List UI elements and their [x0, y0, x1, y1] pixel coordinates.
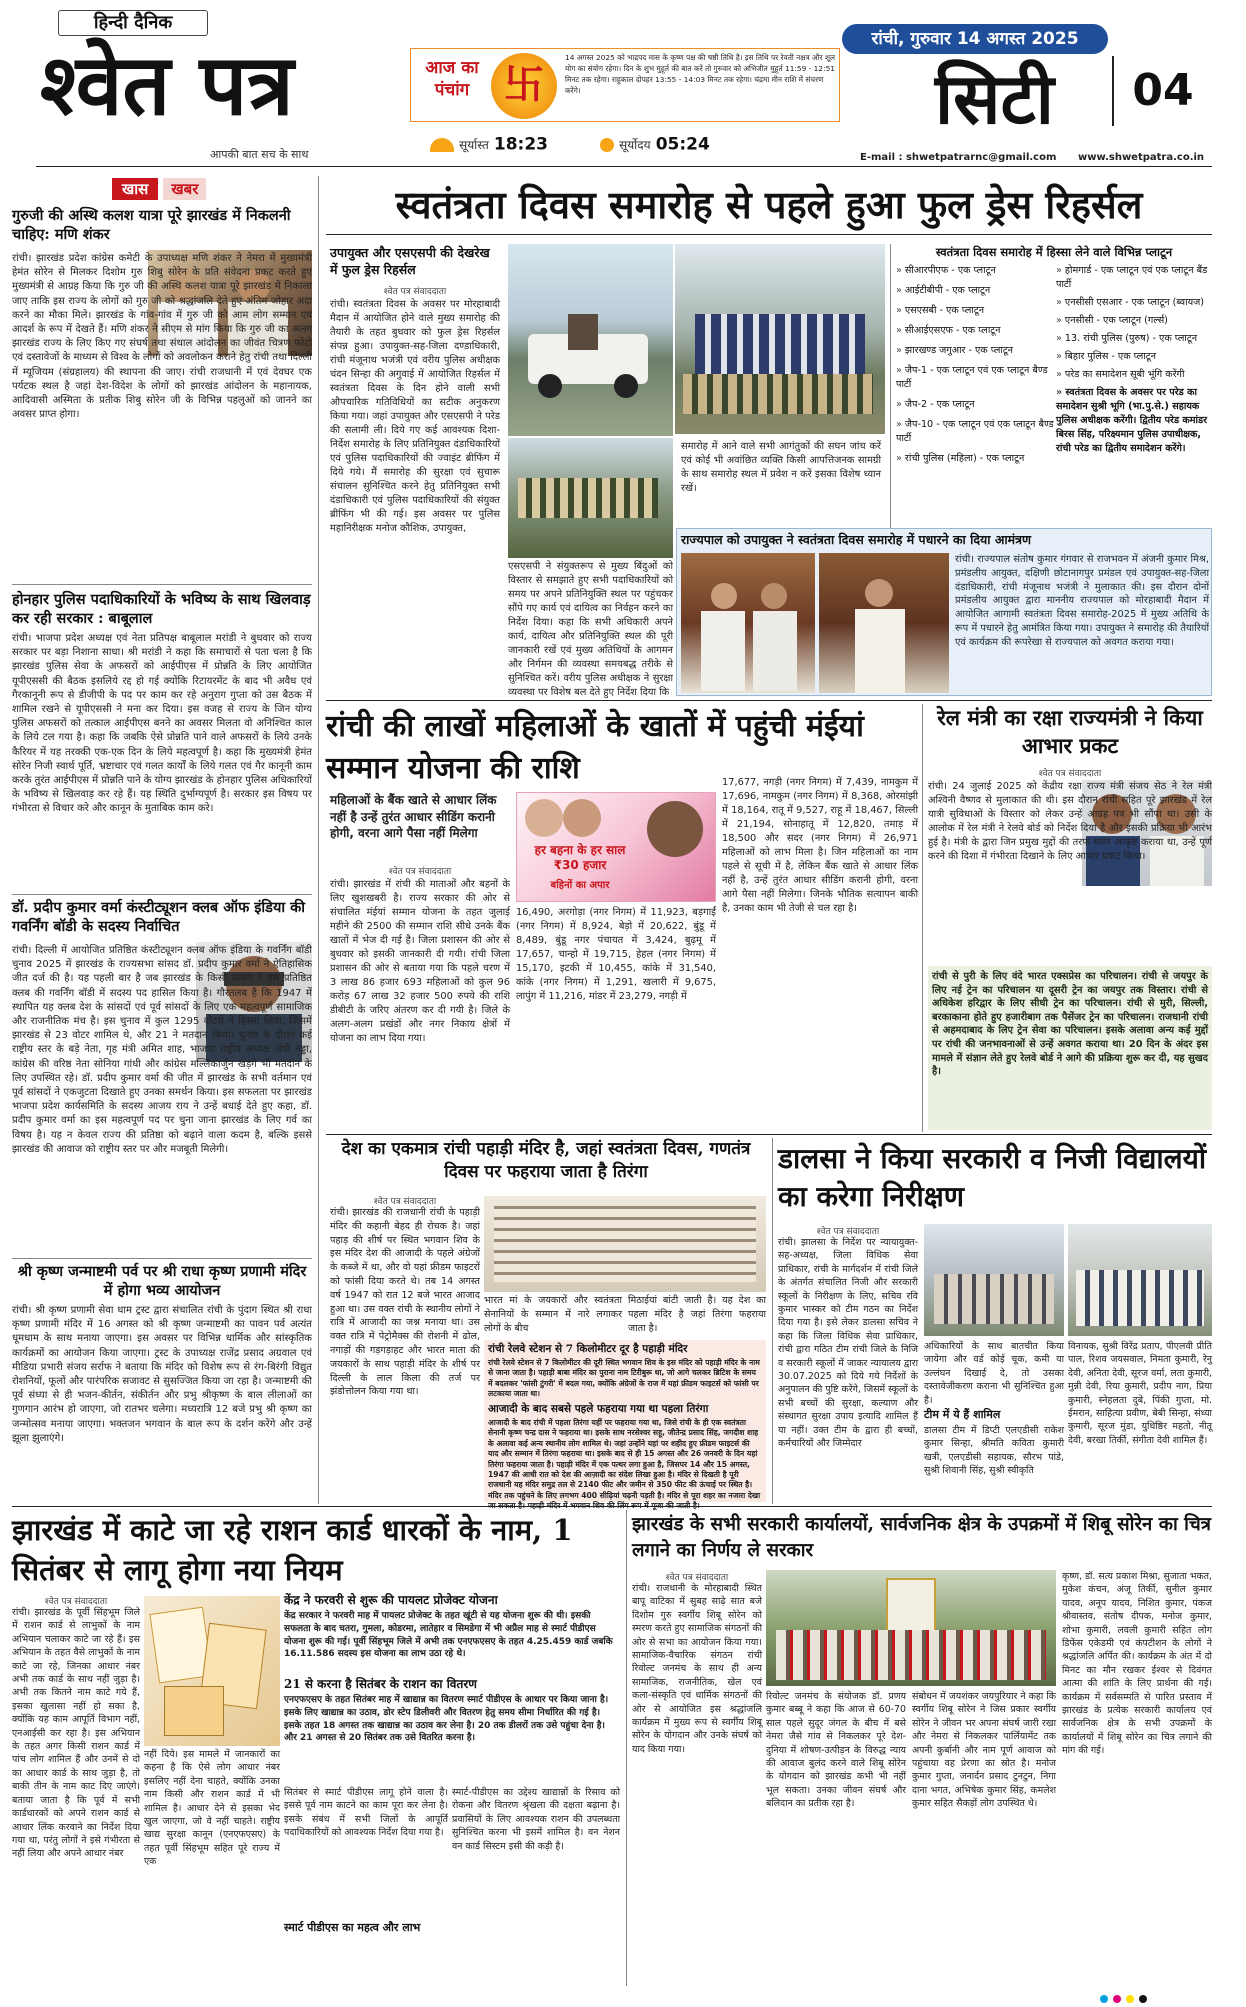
platoon-list-a: [896, 264, 1054, 466]
maiya-body-col2: 16,490, अरगोड़ा (नगर निगम) में 11,923, बड़गाईं (नगर निगम) में 8,924, बेड़ो में 20,622, बुंडू में 8,489, बुंडू नगर पंचायत में 3,424, बुढ़मू में 17,657, चान्हो में 19,715, हेहल (नगर निगम) में 15,170, इटकी में 10,455, कांके में 31,540, कांके (नगर निगम) में 1,291, खलारी में 9,675, लापुंग में 11,216, मांडर में 23,279, नगड़ी में: [516, 907, 716, 1002]
ration-info-box: [284, 1592, 620, 1782]
khabar-label: खबर: [163, 178, 206, 200]
lead-bottom-rule: [326, 700, 1212, 701]
ration-box1-title: केंद्र ने फरवरी से शुरू की पायलट प्रोजेक्ट योजना: [284, 1593, 498, 1607]
lead-body-col2: एसएसपी ने संयुक्तरूप से मुख्य बिंदुओं को विस्तार से समझाते हुए सभी पदाधिकारियों को समय पर अपने प्रतिनियुक्ति स्थल पर पहुंचकर सौंपे गए कार्य एवं दायित्व का निर्वहन करने का निर्देश दिया। कहा कि सभी अधिकारी अपने कार्य, दायित्व और प्रतिनियुक्ति स्थल की पूरी जानकारी रखें एवं मुख्य अतिथियों के आगमन और निर्गमन की व्यवस्था समयबद्ध तरीके से सुनिश्चित करें। वरीय पुलिस अधीक्षक ने सुरक्षा व्यवस्था पर विशेष बल देते हुए निर्देश दिया कि: [508, 561, 673, 698]
lead-body-col3: समारोह में आने वाले सभी आगंतुकों की सघन जांच करें एवं कोई भी अवांछित व्यक्ति किसी आपत्तिजनक सामग्री के साथ समारोह स्थल में प्रवेश न करें इसका विशेष ध्यान रखें।: [681, 441, 881, 494]
governor-photo-1: [681, 553, 815, 693]
temple-divider: [772, 1138, 773, 1504]
temple-photo: [484, 1196, 766, 1292]
shibu-byline: श्वेत पत्र संवाददाता: [665, 1573, 729, 1583]
page-number-box: [1112, 56, 1212, 126]
left-rule-2: [12, 894, 312, 895]
maiya-poster-text: हर बहना के हर साल ₹30 हजार: [534, 843, 626, 872]
temple-byline: श्वेत पत्र संवाददाता: [373, 1197, 437, 1207]
dalsa-body-col2: अधिकारियों के साथ बातचीत किया जायेगा और वर्ड कोई चूक, कमी या उल्लंघन दिखाई दे, तो उसका दस्तावेजीकरण कराना भी सुनिश्चित हुआ है।: [924, 1341, 1064, 1406]
platoon-item: » एनसीसी - एक प्लाटून (गर्ल्स): [1056, 314, 1212, 328]
section-name: सिटी: [935, 57, 1054, 140]
left-story1-body: रांची। झारखंड प्रदेश कांग्रेस कमेटी के उपाध्यक्ष मणि शंकर ने नेमरा में मुख्यमंत्री हेमंत सोरेन से मिलकर दिशोम गुरु शिबु सोरेन के प्रति संवेदना प्रकट करते हुए मुख्यमंत्री से आग्रह किया कि गुरु जी की अस्थि कलश यात्रा पूरे झारखंड में निकाला जाए ताकि इस राज्य के लोगों को गुरु जी को श्रद्धांजलि देते हुए अंतिम जोहार अदा करने का मौका मिले। झारखंड के गांव-गांव में गुरु जी को आम लोग सम्मान एवं आदर्श के रूप में देखते हैं। मणि शंकर ने सीएम से मांग किया कि गुरु जी का अलग झारखंड राज्य के लिए किए गए संघर्ष तथा संथाल आंदोलन का जीवंत चित्रण फोटो एवं दस्तावेजों के माध्यम से विश्व के लोगों को अवलोकन कराने हेतु रांची तथा दिल्ली में म्यूजियम (संग्रहालय) की स्थापना की जाए। रांची राजधानी में एवं देवघर एक पर्यटक स्थल है जहां देश-विदेश के लोगों को झारखंड आंदोलन के महानायक, आदिवासी अस्मिता के प्रतीक शिबु सोरेन जी के विभिन्न पहलुओं को जानने का अवसर प्राप्त होगा।: [12, 253, 312, 421]
ration-box2-title: 21 से करना है सितंबर के राशन का वितरण: [284, 1677, 477, 1691]
lead-subtitle: उपायुक्त और एसएसपी की देखरेख में फुल ड्रेस रिहर्सल: [330, 245, 490, 277]
platoon-item: » बिहार पुलिस - एक प्लाटून: [1056, 350, 1212, 364]
lead-title: स्वतंत्रता दिवस समारोह से पहले हुआ फुल ड्रेस रिहर्सल: [395, 182, 1143, 227]
panchang-title: आज का पंचांग: [425, 58, 479, 100]
lead-rule: [326, 234, 1212, 235]
ration-divider: [626, 1510, 627, 1986]
ration-body-col1: रांची। झारखंड के पूर्वी सिंहभूम जिले में राशन कार्ड से लाभुकों के नाम अभियान चलाकर काटे जा रहे हैं। इस अभियान के तहत वैसे लाभुकों के नाम काटे जा रहे, जिनका आधार नंबर अभी तक कार्ड के साथ नहीं जुड़ा है। अभी तक कितने नाम काटे गये हैं, इसका खुलासा नहीं हो सका है, क्योंकि यह काम आपूर्ति विभाग नहीं, एनआईसी कर रहा है। इस अभियान के तहत अगर किसी राशन कार्ड में पांच लोग शामिल हैं और उनमें से दो का आधार कार्ड के साथ जुड़ा है, तो बाकी तीन के नाम काट दिए जाएंगे। बताया जाता है कि पूर्व में सभी कार्डधारकों को अपने राशन कार्ड से आधार लिंक करवाने का निर्देश दिया गया था, परंतु लोगों ने इसे गंभीरता से नहीं लिया और अपने आधार नंबर: [12, 1607, 140, 1860]
sunset-label: सूर्यास्त: [459, 138, 489, 152]
dalsa-title: डालसा ने किया सरकारी व निजी विद्यालयों का करेगा निरीक्षण: [778, 1142, 1207, 1213]
dalsa-byline: श्वेत पत्र संवाददाता: [816, 1227, 880, 1237]
temple-body-col1: रांची। झारखंड की राजधानी रांची के पहाड़ी मंदिर की कहानी बेहद ही रोचक है। जहां पहाड़ की शीर्ष पर स्थित भगवान शिव के इस मंदिर देश की आजादी के पहले अंग्रेजों के कब्जे में था, और वो यहां फ्रीडम फाइटरों को फांसी दिया करते थे। तब 14 अगस्त वर्ष 1947 को रात 12 बजे भारत आजाद हुआ था। उस वक्त रांची के स्थानीय लोगों ने रात्रि में आजादी का जश्न मनाया था। उस वक्त रात्रि में पेट्रोमैक्स की रोशनी में ढोल, नगाड़ों की गड़गड़ाहट और भारत माता की जयकारों के साथ पहाड़ी मंदिर के शीर्ष पर दिल्ली के लाल किला की तर्ज पर झंडोत्तोलन किया गया था।: [330, 1207, 480, 1398]
governor-title: राज्यपाल को उपायुक्त ने स्वतंत्रता दिवस समारोह में पधारने का दिया आमंत्रण: [681, 532, 1032, 547]
platoon-item: » रांची पुलिस (महिला) - एक प्लाटून: [896, 452, 1054, 466]
platoon-list-title: स्वतंत्रता दिवस समारोह में हिस्सा लेने वाले विभिन्न प्लाटून: [935, 245, 1173, 259]
date-bar: रांची, गुरुवार 14 अगस्त 2025: [842, 24, 1108, 54]
dalsa-body-col1: रांची। झालसा के निर्देश पर न्यायायुक्त-सह-अध्यक्ष, जिला विधिक सेवा प्राधिकार, रांची के मार्गदर्शन में रांची जिले के अंतर्गत संचालित निजी और सरकारी स्कूलों के निरीक्षण के लिए, सचिव रवि कुमार भास्कर को टीम गठन का निर्देश दिया गया है। इसे लेकर डालसा सचिव ने कहा कि जिला विधिक सेवा प्राधिकार, रांची द्वारा गठित टीम रांची जिले के निजि व सरकारी स्कूलों में जाकर न्यायालय द्वारा 30.07.2025 को दिये गये निर्देशों के अनुपालन की पुष्टि करेंगे, जिसमें स्कूलों के सभी बच्चों की सुरक्षा, कल्याण और संस्थागत सुरक्षा उपाय इत्यादि शामिल हैं या नहीं। उक्त टीम के द्वारा ही बच्चों, कर्मचारियों और जिम्मेदार: [778, 1237, 918, 1450]
rail-body: रांची। 24 जुलाई 2025 को केंद्रीय रक्षा राज्य मंत्री संजय सेठ ने रेल मंत्री अश्विनी वैष्णव से मुलाकात की थी। इस दौरान रांची सहित पूरे झारखंड में रेल यात्री सुविधाओं के विस्तार को लेकर उन्हें आग्रह पत्र भी सौंपा था। उसी के आलोक में रेल मंत्री ने रेलवे बोर्ड को निर्देश दिया है और इसकी प्रक्रिया भी आरंभ हुई है। मंत्री के द्वारा जिन प्रमुख मुद्दों की तरफ ध्यान आकृष्ट कराया था, उन्हें पूर्ण करने की दिशा में गंभीरता दिखाने के लिए आभार प्रकट किया।: [928, 781, 1212, 862]
registration-dots: [1100, 1988, 1160, 1996]
temple-title: देश का एकमात्र रांची पहाड़ी मंदिर है, जहां स्वतंत्रता दिवस, गणतंत्र दिवस पर फहराया जाता है तिरंगा: [341, 1139, 751, 1182]
platoon-item: » झारखण्ड जगुआर - एक प्लाटून: [896, 344, 1054, 358]
maiya-divider: [922, 704, 923, 1132]
platoon-item: » जैप-2 - एक प्लाटून: [896, 398, 1054, 412]
dalsa-team-body: डालसा टीम में डिप्टी एलएडीसी राकेश कुमार सिन्हा, श्रीमति कविता कुमारी खत्री, एलएडीसी सहायक, सौरभ पांडे, सुश्री शिवानी सिंह, सुश्री स्वीकृति: [924, 1425, 1064, 1477]
sunset-time: 18:23: [493, 134, 549, 155]
mid-rule: [326, 1134, 1212, 1135]
ration-photo: [144, 1596, 280, 1746]
governor-body: रांची। राज्यपाल संतोष कुमार गंगवार से राजभवन में अंजनी कुमार मिश्र, प्रमंडलीय आयुक्त, दक्षिणी छोटानागपुर प्रमंडल एवं उपायुक्त-सह-जिला दंडाधिकारी, रांची मंजूनाथ भजंत्री ने मुलाकात की। इस दौरान दोनों प्रमंडलीय आयुक्त द्वारा माननीय राज्यपाल को मोरहाबादी मैदान में आयोजित आगामी स्वतंत्रता दिवस समारोह-2025 में मुख्य अतिथि के रूप में पधारने हेतु आमंत्रित किया गया। उपायुक्त ने समारोह की तैयारियों एवं कार्यक्रम की रूपरेखा से राज्यपाल को अवगत कराया गया।: [955, 554, 1209, 648]
maiya-byline: श्वेत पत्र संवाददाता: [388, 867, 452, 877]
email-text: E-mail : shwetpatrarnc@gmail.com: [860, 152, 1057, 163]
platoon-item: » एनसीसी एसआर - एक प्लाटून (ब्वायज): [1056, 296, 1212, 310]
ration-title: झारखंड में काटे जा रहे राशन कार्ड धारकों के नाम, 1 सितंबर से लागू होगा नया नियम: [12, 1513, 573, 1587]
masthead: [0, 0, 1246, 170]
rail-title: रेल मंत्री का रक्षा राज्यमंत्री ने किया आभार प्रकट: [937, 705, 1203, 758]
left-rule-1: [12, 584, 312, 585]
sunrise-block: [600, 134, 770, 158]
khas-label: खास: [112, 178, 158, 200]
rail-byline: श्वेत पत्र संवाददाता: [1038, 769, 1102, 779]
temple-box2-body: आजादी के बाद रांची में पहला तिरंगा यहीं पर फहराया गया था, जिसे रांची के ही एक स्वतंत्रता सेनानी कृष्ण चन्द्र दास ने फहराया था। इसके साथ नरसेश्वर सहू, जीतेन्द्र प्रसाद सिंह, जगदीश शाह के अलावा कई अन्य स्थानीय लोग शामिल थे। जहां उन्होंने यहां पर शहीद हुए फ्रीडम फाइटर्स की याद और सम्मान में तिरंगा फहराया था। इसके बाद से ही 15 अगस्त और 26 जनवरी के दिन यहां तिरंगा फहराया जाता है। पहाड़ी मंदिर में एक पत्थर लगा हुआ है, जिसपर 14 और 15 अगस्त, 1947 की आधी रात को देश की आज़ादी का संदेश लिखा हुआ है। मंदिर से दिखती है पूरी राजधानी यह मंदिर समुद्र तल से 2140 फीट और जमीन से 350 फीट की ऊंचाई पर स्थित है। मंदिर तक पहुंचने के लिए लगभग 400 सीढ़ियां चढ़नी पड़ती है। मंदिर से पूरा शहर का नजारा देखा: [488, 1418, 761, 1500]
ration-byline: श्वेत पत्र संवाददाता: [44, 1597, 108, 1607]
temple-body-col2: भारत मां के जयकारों और स्वतंत्रता सेनानियों के सम्मान में नारे लगाकर लोगों के बीच: [484, 1295, 622, 1334]
ration-box2-body: एनएफएसए के तहत सितंबर माह में खाद्यान्न का वितरण स्मार्ट पीडीएस के आधार पर किया जाना है। इसके लिए खाद्यान्न का उठाव, डोर स्टेप डिलीवरी और वितरण हेतु समय सीमा निर्धारित की गई है। इसके तहत 18 अगस्त तक खाद्यान्न का उठाव कर लेना है। 20 तक डीलरों तक उसे पहुंचा देना है। और 21 अगस्त से 20 सितंबर तक उसे वितरित करना है।: [284, 1695, 609, 1744]
left-story4-title: श्री कृष्ण जन्माष्टमी पर्व पर श्री राधा कृष्ण प्रणामी मंदिर में होगा भव्य आयोजन: [17, 1263, 307, 1299]
panchang-box: [410, 48, 840, 122]
shibu-photo: [766, 1570, 1056, 1686]
lower-rule: [12, 1506, 1212, 1507]
sunset-block: [430, 134, 590, 158]
shibu-body-col4: कृष्ण, डॉ. सत्य प्रकाश मिश्रा, सुजाता भकत, मुकेश कंचन, अंजू तिर्की, सुनील कुमार यादव, अनूप यादव, निशित कुमार, पंकज श्रीवास्तव, संतोष दीपक, मनोज कुमार, शोभा कुमारी, लवली कुमारी सहित लोग डिफेंस एकेडमी एवं कंपटीशन के लोगों ने श्रद्धांजलि अर्पित की। कार्यक्रम के अंत में दो मिनट का मौन रखकर ईश्वर से दिवंगत आत्मा की शांति के लिए प्रार्थना की गई। कार्यक्रम में सर्वसम्मति से पारित प्रस्ताव में झारखंड के प्रत्येक सरकारी कार्यालय एवं सार्वजनिक क्षेत्र के सभी उपक्रमों के कार्यालयों में शिबू सोरेन का चित्र लगाने की मांग की गई।: [1062, 1571, 1212, 1757]
governor-box: [676, 528, 1212, 696]
website-text: www.shwetpatra.co.in: [1078, 152, 1205, 163]
temple-box: [484, 1340, 766, 1502]
maiya-body-col1: रांची। झारखंड में रांची की माताओं और बहनों के लिए खुशखबरी है। राज्य सरकार की ओर से संचालित मंईयां सम्मान योजना के तहत जुलाई महीने की 2500 की सम्मान राशि सीधे उनके बैंक खातों में भेज दी गई है। जिला प्रशासन की ओर से बुधवार को इसकी जानकारी दी गयी। रांची जिला प्रशासन की ओर से बताया गया कि पहले चरण में 3 लाख 86 हजार 693 महिलाओं को कुल 96 करोड़ 67 लाख 32 हजार 500 रुपये की राशि डीबीटी के जरिए अंतरण कर दी गयी है। जिले के अलग-अलग प्रखंडों और नगर निकाय क्षेत्रों में योजना का लाभ दिया गया।: [330, 879, 510, 1044]
temple-box1-title: रांची रेलवे स्टेशन से 7 किलोमीटर दूर है पहाड़ी मंदिर: [488, 1343, 688, 1355]
left-story4-body: रांची। श्री कृष्ण प्रणामी सेवा धाम ट्रस्ट द्वारा संचालित रांची के पुंदाग स्थित श्री राधा कृष्ण प्रणामी मंदिर में 16 अगस्त को श्री कृष्ण जन्माष्टमी का पावन पर्व अत्यंत धूमधाम के साथ मनाया जाएगा। इस अवसर पर विभिन्न धार्मिक और सांस्कृतिक कार्यक्रमों का आयोजन किया जाएगा। ट्रस्ट के उपाध्यक्ष राजेंद्र प्रसाद अग्रवाल एवं मीडिया प्रभारी संजय सर्राफ ने बताया कि मंदिर को विशेष रूप से रंग-बिरंगी विद्युत रोशनियों, फूलों और पारंपरिक सजावट से सुसज्जित किया जा रहा है। जन्माष्टमी की पूर्व संध्या से ही भजन-कीर्तन, संकीर्तन और प्रभु श्रीकृष्ण के बाल लीलाओं का गुणगान आरंभ हो जाएगा, जो रातभर चलेगा। मध्यरात्रि 12 बजे प्रभु श्री कृष्ण का जन्मोत्सव मनाया जाएगा। भक्तजन भगवान के बाल रूप के दर्शन करेंगे और उन्हें झूला झुलाएंगे।: [12, 1305, 312, 1444]
governor-photo-2: [819, 553, 949, 693]
lead-photo-2: [508, 438, 673, 558]
platoon-item: » सीआरपीएफ - एक प्लाटून: [896, 264, 1054, 278]
platoon-list-b: [1056, 264, 1212, 456]
shibu-body-col1: रांची। राजधानी के मोरहाबादी स्थित बापू वाटिका में सुबह साढ़े सात बजे दिशोम गुरु स्वर्गीय शिबू सोरेन को स्मरण करते हुए सामाजिक संगठनों की ओर से सभा का आयोजन किया गया। सामाजिक-वैचारिक संगठन रांची रिवोल्ट जनमंच के साथ ही अन्य सामाजिक, राजनीतिक, खेल एवं कला-संस्कृति एवं धार्मिक संगठनों की ओर से आयोजित इस श्रद्धांजलि कार्यक्रम में मुख्य रूप से स्वर्गीय शिबू सोरेन के योगदान और उनके संघर्ष को याद किया गया।: [632, 1583, 762, 1755]
brand-tagline: आपकी बात सच के साथ: [210, 148, 309, 161]
left-story1-title: गुरुजी की अस्थि कलश यात्रा पूरे झारखंड में निकलनी चाहिए: मणि शंकर: [12, 207, 291, 243]
left-story3-body: रांची। दिल्ली में आयोजित प्रतिष्ठित कंस्टीट्यूशन क्लब ऑफ इंडिया के गवर्निंग बॉडी चुनाव 2025 में झारखंड के राज्यसभा सांसद डॉ. प्रदीप कुमार वर्मा ने ऐतिहासिक जीत दर्ज की है। यह पहली बार है जब झारखंड के किसी सांसद ने इस प्रतिष्ठित क्लब की गवर्निंग बॉडी में सदस्य पद हासिल किया है। गौरतलब है कि 1947 में स्थापित यह क्लब देश के सांसदों एवं पूर्व सांसदों के लिए एक महत्वपूर्ण सामाजिक और राजनीतिक मंच है। इस चुनाव में कुल 1295 वोटरों ने हिस्सा लिया, जिसमें झारखंड से 23 वोटर शामिल थे, और 21 ने मतदान किया। चुनाव के दौरान कई राष्ट्रीय स्तर के बड़े नेता, गृह मंत्री अमित शाह, भाजपा राष्ट्रीय अध्यक्ष जेपी नड्डा, कांग्रेस की वरिष्ठ नेता सोनिया गांधी और कांग्रेस मल्लिकार्जुन खड़गे भी मतदान के लिए उपस्थित रहे। डॉ. प्रदीप कुमार वर्मा की जीत में झारखंड के सभी वर्तमान एवं पूर्व सांसदों ने एकजुटता दिखाते हुए उनका समर्थन किया। इस सफलता पर झारखंड भाजपा प्रदेश कार्यसमिति के सदस्य आजय राय ने उन्हें बधाई देते हुए कहा, डॉ. प्रदीप कुमार वर्मा का इस महत्वपूर्ण पद पर चुना जाना झारखंड के लिए गर्व का विषय है। यह न केवल राज्य की प्रतिष्ठा को बढ़ाने वाला कदम है, बल्कि इससे झारखंड की आवाज को राष्ट्रीय स्तर पर और मजबूती मिलेगी।: [12, 945, 312, 1155]
shibu-title: झारखंड के सभी सरकारी कार्यालयों, सार्वजनिक क्षेत्र के उपक्रमों में शिबू सोरेन का चित्र लगाने का निर्णय ले सरकार: [632, 1514, 1211, 1561]
ration-subhead: स्मार्ट पीडीएस का महत्व और लाभ: [284, 1921, 421, 1934]
brand-top-label: हिन्दी दैनिक: [58, 10, 208, 36]
sunrise-time: 05:24: [655, 134, 710, 155]
platoon-item: » सीआईएसएफ - एक प्लाटून: [896, 324, 1054, 338]
platoon-item: » होमगार्ड - एक प्लाटून एवं एक प्लाटून बैंड पार्टी: [1056, 264, 1212, 292]
lead-photo-3: [675, 244, 885, 434]
left-story3-title: डॉ. प्रदीप कुमार वर्मा कंस्टीट्यूशन क्लब ऑफ इंडिया की गवर्निंग बॉडी के सदस्य निर्वाचित: [12, 899, 306, 935]
left-story2-body: रांची। भाजपा प्रदेश अध्यक्ष एवं नेता प्रतिपक्ष बाबूलाल मरांडी ने बुधवार को राज्य सरकार पर बड़ा निशाना साधा। श्री मरांडी ने कहा कि समाचारों से पता चला है कि झारखंड पुलिस सेवा के अफसरों को आईपीएस में प्रोन्नति के लिए आयोजित यूपीएससी की बैठक इसलिये रद्द हो गई क्योंकि रिटायरमेंट के बाद भी अवैध एवं गैरकानूनी रूप से डीजीपी के पद पर काम कर रहे अनुराग गुप्ता को उस बैठक में शामिल रखने से यूपीएससी ने मना कर दिया। इस वजह से राज्य के जिन योग्य पुलिस अफसरों को तत्काल आईपीएस बनने का अवसर मिलता वो अनिश्चित काल के लिये टल गया है। कहा कि जबकि ऐसे प्रोन्नति पाने वाले अफसरों के लिये उनके कैरियर में यह तरक्की एक-एक दिन के लिये महत्वपूर्ण है। कहा कि मुख्यमंत्री हेमंत सोरेन निजी स्वार्थ पूर्ति, भ्रष्टाचार एवं गलत कार्यों के लिये गलत एवं गैर कानूनी काम करके तुरंत आईपीएस में प्रोन्नति पाने के योग्य झारखंड के होनहार पुलिस अधिकारियों के भविष्य से खिलवाड़ कर रहे हैं। यह स्थिति दुर्भाग्यपूर्ण है। सरकार इस विषय पर गंभीरता से विचार करे और कानून के मुताबिक काम करे।: [12, 633, 312, 815]
shibu-body-col3: संबोधन में जयशंकर जयपुरियार ने कहा कि स्वर्गीय शिबू सोरेन ने जिस प्रकार स्वर्गीय सोरेन ने जीवन भर अपना संघर्ष जारी रखा और नेमरा से निकलकर पार्लियामेंट तक अपनी कुर्बानी और नाम पूर्ण आवाज को पहुंचाया वह प्रेरणा का स्रोत है। मनोज कुमार गुप्ता, जनार्दन प्रसाद टुनटुन, निगा दाना भगत, अभिषेक कुमार सिंह, कमलेश कुमार सहित सैकड़ों लोग उपस्थित थे।: [912, 1691, 1056, 1810]
maiya-poster-subtext: बहिनों का अपार: [550, 880, 610, 891]
temple-body-col3: मिठाईयां बांटी जाती है। यह देश का पहला मंदिर है जहां तिरंगा फहराया जाता है।: [628, 1295, 766, 1334]
left-story2-title: होनहार पुलिस पदाधिकारियों के भविष्य के साथ खिलवाड़ कर रही सरकार : बाबूलाल: [12, 591, 311, 627]
dalsa-photo-1: [924, 1224, 1064, 1336]
lead-byline: श्वेत पत्र संवाददाता: [383, 287, 447, 297]
dalsa-team-title: टीम में ये हैं शामिल: [924, 1408, 1001, 1421]
masthead-rule: [36, 166, 1212, 167]
rail-highlight-box: रांची से पुरी के लिए वंदे भारत एक्सप्रेस का परिचालन। रांची से जयपुर के लिए नई ट्रेन का परिचालन या दूसरी ट्रेन का जयपुर तक विस्तार। रांची से अधिकेश हरिद्वार के लिए सीधी ट्रेन का परिचालन। रांची से मुरी, सिल्ली, बरकाकाना होते हुए हजारीबाग तक पैसेंजर ट्रेन का परिचालन। राजधानी रांची से अहमदाबाद के लिए ट्रेन सेवा का परिचालन। इसके अलावा अन्य कई मुद्दों पर रांची की जनभावनाओं से उन्हें अवगत कराया था। 20 दिन के अंदर इस मामले में संज्ञान लेते हुए रेलवे बोर्ड ने आगे की प्रक्रिया शुरू कर दी, यह सुखद है।: [928, 966, 1212, 1130]
dalsa-photo-2: [1068, 1224, 1212, 1336]
lead-divider: [890, 244, 891, 528]
platoon-item: » स्वतंत्रता दिवस के अवसर पर परेड का समादेशन सुश्री भूगि (भा.पु.से.) सहायक पुलिस अधीक्षक करेंगी। द्वितीय परेड कमांडर बिरस सिंह, परिक्ष्यमान पुलिस उपाधीक्षक, रांची परेड का द्वितीय समादेशन करेंगे।: [1056, 386, 1212, 456]
platoon-item: » जैप-1 - एक प्लाटून एवं एक प्लाटून बैण्ड पार्टी: [896, 364, 1054, 392]
platoon-item: » परेड का समादेशन सूबी भूंगि करेंगी: [1056, 368, 1212, 382]
ration-body-col3: सितंबर से स्मार्ट पीडीएस लागू होने वाला है। इससे पूर्व नाम काटने का काम पूरा कर लेना है। इसके संबंध में सभी जिलों के आपूर्ति पदाधिकारियों को आवश्यक निर्देश दिया गया है।: [284, 1787, 448, 1839]
platoon-item: » आईटीबीपी - एक प्लाटून: [896, 284, 1054, 298]
dalsa-body-col3: विनायक, सुश्री विरेंद्र प्रताप, पीएलवी प्रीति पाल, रिशव जयसवाल, निमता कुमारी, रेनु देवी, अनिता देवी, सूरज वर्मा, लता कुमारी, मुन्नी देवी, रिया कुमारी, प्रदीप नाग, प्रिया कुमारी, स्नेहलता दुबे, पिंकी गुप्ता, मो. ईमरान, साहित्या प्रवीण, बेबी सिन्हा, संध्या कुमारी, सूरज मुंडा, युधिष्ठिर महतो, नीतू देवी, बरखा तिर्की, संगीता देवी शामिल हैं।: [1068, 1341, 1212, 1446]
maiya-body-col3: 17,677, नगड़ी (नगर निगम) में 7,439, नामकुम में 17,696, नामकुम (नगर निगम) में 8,368, ओरमांझी में 18,164, रातू में 9,527, राहू में 18,467, सिल्ली में 21,194, सोनाहातू में 12,820, तमाड़ में 18,500 और सदर (नगर निगम) में 26,971 महिलाओं को लाभ मिला है। जिन महिलाओं का नाम पहले से सूची में है, लेकिन बैंक खाते से आधार लिंक नहीं है, उन्हें तुरंत आधार सीडिंग करानी होगी, वरना आगे पैसा नहीं मिलेगा। जिनके भौतिक सत्यापन बाकी है, उनका काम भी तेजी से चल रहा है।: [722, 777, 918, 914]
platoon-item: » 13. रांची पुलिस (पुरुष) - एक प्लाटून: [1056, 332, 1212, 346]
swastik-icon: 卐: [491, 53, 557, 119]
page-number: 04: [1132, 65, 1194, 116]
platoon-item: » जैप-10 - एक प्लाटून एवं एक प्लाटून बैण्ड पार्टी: [896, 418, 1054, 446]
ration-box1-body: केंद्र सरकार ने फरवरी माह में पायलट प्रोजेक्ट के तहत खूंटी से यह योजना शुरू की थी। इसकी सफलता के बाद चतरा, गुमला, कोडरमा, लातेहार व सिमडेगा में भी अप्रैल माह से स्मार्ट पीडीएस योजना शुरू की गई। पूर्वी सिंहभूम जिले में अभी तक एनएफएसए के तहत 4.25.459 कार्ड जबकि 16.11.586 सदस्य इस योजना का लाभ उठा रहे थे।: [284, 1611, 613, 1660]
khas-khabar-tag: [112, 178, 232, 200]
left-col-divider: [318, 176, 319, 1504]
shibu-body-col2: रिवोल्ट जनमंच के संयोजक डॉ. प्रणय कुमार बब्बू ने कहा कि आज से 60-70 साल पहले सुदूर जंगल के बीच में बसे नेमरा जैसे गांव से निकलकर पूरे देश-दुनिया में शोषण-उत्पीड़न के विरुद्ध न्याय की आवाज बुलंद करने वाले शिबू सोरेन के योगदान को झारखंड कभी भी नहीं भूल सकता। उनका जीवन संघर्ष और बलिदान का प्रतीक रहा है।: [766, 1691, 906, 1810]
panchang-text: 14 अगस्त 2025 को भाद्रपद मास के कृष्ण पक्ष की षष्ठी तिथि है। इस तिथि पर रेवती नक्षत्र और शूल योग का संयोग रहेगा। दिन के शुभ मुहूर्त की बात करें तो गुरुवार को अभिजीत मुहूर्त 11:59 - 12:51 मिनट तक रहेगा। राहुकाल दोपहर 13:55 - 14:03 मिनट तक रहेगा। चंद्रमा मीन राशि में संचरण करेंगे।: [565, 53, 835, 95]
sunset-icon: [430, 138, 454, 152]
lead-body-col1: रांची। स्वतंत्रता दिवस के अवसर पर मोरहाबादी मैदान में आयोजित होने वाले मुख्य समारोह की तैयारी के तहत बुधवार को फुल ड्रेस रिहर्सल संपन्न हुआ। उपायुक्त-सह-जिला दण्डाधिकारी, रांची मंजूनाथ भजंत्री एवं वरीय पुलिस अधीक्षक चंदन सिन्हा की अगुवाई में आयोजित रिहर्सल में स्वतंत्रता दिवस के दिन होने वाली सभी औपचारिक गतिविधियों का सटीक अनुकरण किया गया। जहां उपायुक्त और एसएसपी ने परेड की सलामी ली। दिये गए कई आवश्यक दिशा-निर्देश समारोह के लिए प्रतिनियुक्त दंडाधिकारियों एवं पुलिस पदाधिकारियों की ज्वाइंट ब्रीफिंग में दिये गये। मैं समारोह की सुरक्षा एवं सुचारू संचालन सुनिश्चित करने हेतु प्रतिनियुक्त सभी दंडाधिकारी एवं पुलिस पदाधिकारियों की संयुक्त ब्रीफिंग भी की गई। इस अवसर पर पुलिस महानिरीक्षक मनोज कौशिक, उपायुक्त,: [330, 299, 500, 534]
platoon-item: » एसएसबी - एक प्लाटून: [896, 304, 1054, 318]
sunrise-label: सूर्योदय: [619, 138, 651, 152]
maiya-deck: महिलाओं के बैंक खाते से आधार लिंक नहीं है उन्हें तुरंत आधार सीडिंग करानी होगी, वरना आगे पैसा नहीं मिलेगा: [330, 793, 497, 840]
left-rule-3: [12, 1258, 312, 1259]
maiya-title: रांची की लाखों महिलाओं के खातों में पहुंची मंईयां सम्मान योजना की राशि: [326, 709, 864, 786]
ration-body-col2: नहीं दिये। इस मामले में जानकारों का कहना है कि ऐसे लोग आधार नंबर इसलिए नहीं देना चाहते, क्योंकि उनका नाम किसी और राशन कार्ड में भी शामिल है। आधार देने से इसका भेद खुल जाएगा, जो वे नहीं चाहते। राष्ट्रीय खाद्य सुरक्षा कानून (एनएफएसए) के तहत पूर्वी सिंहभूम सहित पूरे राज्य में एक: [144, 1749, 280, 1868]
brand-logo: श्वेत पत्र: [40, 35, 294, 134]
temple-box2-title: आजादी के बाद सबसे पहले फहराया गया था पहला तिरंगा: [488, 1403, 709, 1415]
lead-photo-1: [508, 244, 673, 436]
temple-box1-body: रांची रेलवे स्टेशन से 7 किलोमीटर की दूरी स्थित भगवान शिव के इस मंदिर को पहाड़ी मंदिर के नाम से जाना जाता है। पहाड़ी बाबा मंदिर का पुराना नाम टिरीबुरू था, जो आगे चलकर ब्रिटिश के समय में बदलकर 'फांसी टुंगरी' में बदल गया, क्योंकि अंग्रेजों के राज में यहां फ्रीडम फाइटर्स को फांसी पर लटकाया जाता था।: [488, 1358, 760, 1399]
sunrise-icon: [600, 138, 614, 152]
ration-body-col4: स्मार्ट-पीडीएस का उद्देश्य खाद्यान्नों के रिसाव को रोकना और वितरण श्रृंखला की दक्षता बढ़ाना है। प्रवासियों के लिए आवश्यक राशन की उपलब्धता सुनिश्चित करना भी इसमें शामिल है। वन नेशन वन कार्ड सिस्टम इसी की कड़ी है।: [452, 1787, 620, 1852]
maiya-poster: [516, 792, 716, 902]
